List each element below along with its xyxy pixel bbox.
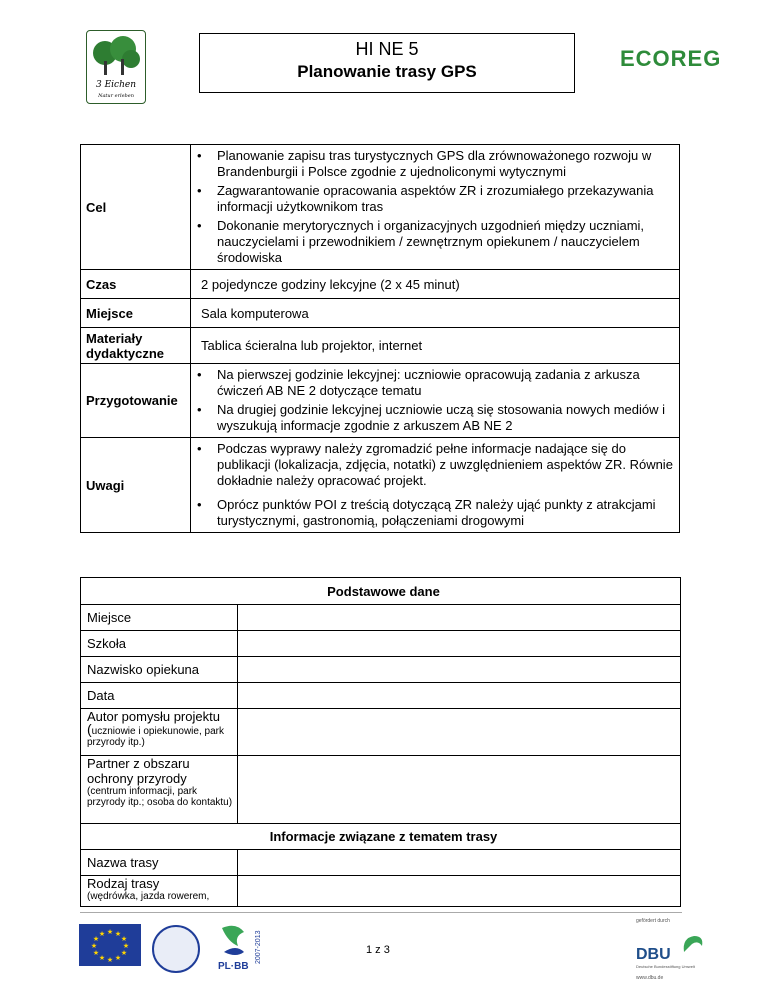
autor-note: uczniowie i opiekunowie, park przyrody itp.): [87, 726, 224, 748]
svg-text:★: ★: [106, 928, 114, 936]
field-nazwa[interactable]: [238, 850, 681, 876]
list-item: • Dokonanie merytorycznych i organizacyjnych uzgodnień między uczniami, nauczycielami i przewodnikiem / zewnętrznym opiekunem / nauczycielem środowiska: [191, 218, 679, 266]
label-miejsce: Miejsce: [81, 299, 191, 328]
field-data[interactable]: [238, 683, 681, 709]
lesson-info-table: [80, 144, 680, 533]
dbu-top: gefördert durch: [636, 918, 670, 924]
label-cel: Cel: [81, 145, 191, 270]
label-przygotowanie: Przygotowanie: [81, 364, 191, 438]
plbb-text: PL·BB: [218, 961, 249, 972]
svg-text:★: ★: [120, 949, 128, 957]
list-item: • Podczas wyprawy należy zgromadzić pełne informacje nadające się do publikacji (lokalizacja, zdjęcia, notatki) z uwzględnieniem aspektów ZR. Równie dokładnie należy opracować projekt.: [191, 441, 679, 489]
page-number: 1 z 3: [366, 944, 390, 956]
svg-text:★: ★: [92, 949, 100, 957]
logo-left-sub: Natur erleben: [98, 93, 134, 99]
field-autor[interactable]: [238, 709, 681, 756]
title-box: [199, 33, 575, 93]
row-przygotowanie: [81, 364, 680, 438]
label-czas: Czas: [81, 270, 191, 299]
label-data: Data: [81, 683, 238, 709]
label-miejsce: Miejsce: [81, 605, 238, 631]
tree-icon: [87, 31, 145, 103]
plbb-years: 2007-2013: [255, 930, 262, 964]
autor-title: Autor pomysłu projektu: [87, 709, 220, 724]
partner-note: (centrum informacji, park przyrody itp.; osoba do kontaktu): [87, 786, 233, 808]
svg-text:★: ★: [98, 930, 106, 938]
svg-text:★: ★: [114, 930, 122, 938]
section-header-route: Informacje związane z tematem trasy: [81, 824, 681, 850]
svg-text:★: ★: [114, 954, 122, 962]
dbu-text: DBU: [636, 946, 671, 963]
label-autor: [81, 709, 238, 756]
svg-text:★: ★: [98, 954, 106, 962]
svg-text:★: ★: [106, 956, 114, 964]
basic-data-table: [80, 577, 681, 907]
label-partner: [81, 756, 238, 824]
doc-code: HI NE 5: [355, 39, 419, 59]
value-materialy: Tablica ścieralna lub projektor, internet: [191, 328, 680, 364]
footer-divider: [80, 912, 682, 913]
value-miejsce: Sala komputerowa: [191, 299, 680, 328]
autor-paren: (: [87, 721, 92, 737]
section-header-basic: Podstawowe dane: [81, 578, 681, 605]
partner-title: Partner z obszaru ochrony przyrody: [87, 756, 190, 786]
svg-text:★: ★: [122, 942, 130, 950]
field-partner[interactable]: [238, 756, 681, 824]
svg-text:★: ★: [92, 935, 100, 943]
row-miejsce: [81, 299, 680, 328]
label-rodzaj: [81, 876, 238, 907]
label-materialy: Materiały dydaktyczne: [81, 328, 191, 364]
svg-text:★: ★: [90, 942, 98, 950]
field-miejsce[interactable]: [238, 605, 681, 631]
rodzaj-note: (wędrówka, jazda rowerem,: [87, 891, 210, 902]
row-cel: [81, 145, 680, 270]
eu-flag-icon: [79, 924, 141, 966]
doc-title: Planowanie trasy GPS: [297, 62, 477, 81]
label-szkola: Szkoła: [81, 631, 238, 657]
list-item: • Na pierwszej godzinie lekcyjnej: uczniowie opracowują zadania z arkusza ćwiczeń AB NE 2 dotyczące tematu: [191, 367, 679, 399]
svg-text:★: ★: [120, 935, 128, 943]
dbu-logo: [636, 918, 726, 980]
dbu-sub: Deutsche Bundesstiftung Umwelt: [636, 964, 695, 969]
value-uwagi: [191, 438, 680, 533]
list-item: • Oprócz punktów POI z treścią dotyczącą ZR należy ująć punkty z atrakcjami turystycznymi, gastronomią, połączeniami drogowymi: [191, 497, 679, 529]
value-czas: 2 pojedyncze godziny lekcyjne (2 x 45 minut): [191, 270, 680, 299]
emblem-icon: [152, 925, 200, 973]
row-materialy: [81, 328, 680, 364]
row-czas: [81, 270, 680, 299]
plbb-logo: [214, 922, 266, 972]
label-uwagi: Uwagi: [81, 438, 191, 533]
field-rodzaj[interactable]: [238, 876, 681, 907]
school-logo: [86, 30, 146, 104]
value-cel: [191, 145, 680, 270]
list-item: • Na drugiej godzinie lekcyjnej uczniowie uczą się stosowania nowych mediów i wyszukują informacje zgodnie z arkuszem AB NE 2: [191, 402, 679, 434]
label-nazwa: Nazwa trasy: [81, 850, 238, 876]
ecoreg-logo: ECOREG: [620, 46, 722, 71]
logo-left-text: 3 Eichen: [96, 80, 136, 90]
label-opiekun: Nazwisko opiekuna: [81, 657, 238, 683]
field-szkola[interactable]: [238, 631, 681, 657]
dbu-url: www.dbu.de: [636, 975, 664, 981]
value-przygotowanie: [191, 364, 680, 438]
row-uwagi: [81, 438, 680, 533]
field-opiekun[interactable]: [238, 657, 681, 683]
rodzaj-title: Rodzaj trasy: [87, 876, 160, 891]
dbu-leaf-icon: [680, 932, 706, 956]
list-item: • Zagwarantowanie opracowania aspektów ZR i zrozumiałego przekazywania informacji użytkownikom tras: [191, 183, 679, 215]
list-item: • Planowanie zapisu tras turystycznych GPS dla zrównoważonego rozwoju w Brandenburgii i Polsce zgodnie z ujednoliconymi wytycznymi: [191, 148, 679, 180]
